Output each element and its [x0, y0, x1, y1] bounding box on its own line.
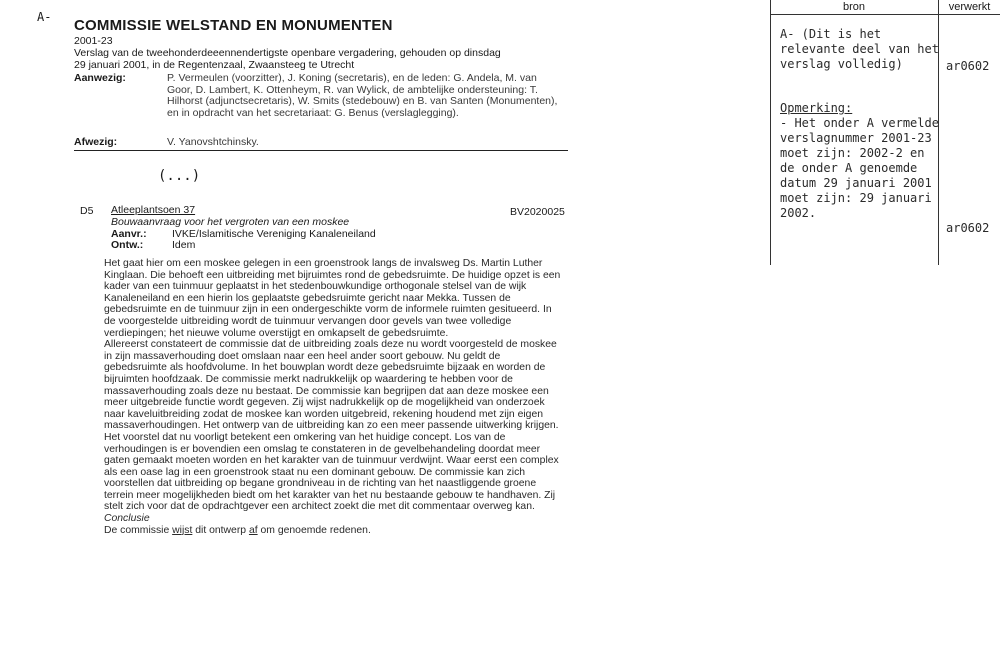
item-body — [104, 258, 566, 536]
conclusion-af: af — [248, 524, 258, 536]
remark-text: - Het onder A vermelde verslagnummer 2001-23 moet zijn: 2002-2 en de onder A genoemde datum 29 januari 2001 moet zijn: 29 januari 2002. — [780, 116, 939, 220]
omission-marker: (...) — [158, 168, 201, 184]
column-header-processed: verwerkt — [948, 1, 991, 13]
item-code: D5 — [80, 205, 94, 217]
item-address: Atleeplantsoen 37 — [111, 204, 196, 216]
present-label: Aanwezig: — [74, 72, 126, 84]
document-title: COMMISSIE WELSTAND EN MONUMENTEN — [74, 17, 393, 34]
item-reference: BV2020025 — [510, 206, 565, 218]
report-description-line2: 29 januari 2001, in de Regentenzaal, Zwaansteeg te Utrecht — [74, 59, 355, 71]
absent-label: Afwezig: — [74, 136, 118, 148]
report-description-line1: Verslag van de tweehonderdeeennendertigste openbare vergadering, gehouden op dinsdag — [74, 47, 501, 59]
applicant-label: Aanvr.: — [111, 228, 147, 240]
conclusion-post: om genoemde redenen. — [257, 524, 371, 536]
conclusion-mid: dit ontwerp — [192, 524, 249, 536]
present-list: P. Vermeulen (voorzitter), J. Koning (secretaris), en de leden: G. Andela, M. van Goor, D. Lambert, K. Ottenheym, R. van Wylick, de ambtelijke ondersteuning: T. Hilhorst (adjunctsecretaris), W. Smits (stedebouw) en B. van Santen (Monumenten), en in opdracht van het secretariaat: G. Benus (verslaglegging). — [167, 72, 558, 119]
note-text: A- (Dit is het relevante deel van het verslag volledig) — [780, 27, 939, 71]
annotation-note — [780, 27, 940, 72]
note-processed-code: ar0602 — [946, 59, 990, 73]
table-header-rule — [770, 14, 1000, 15]
header-divider — [74, 150, 568, 151]
conclusion-pre: De commissie — [104, 524, 173, 536]
conclusion-heading: Conclusie — [104, 513, 150, 525]
annotation-remark — [780, 101, 940, 221]
designer-label: Ontw.: — [111, 239, 144, 251]
column-header-source: bron — [842, 1, 866, 13]
remark-heading: Opmerking: — [780, 101, 853, 115]
report-number: 2001-23 — [74, 35, 113, 47]
applicant-value: IVKE/Islamitische Vereniging Kanaleneiland — [172, 228, 376, 240]
paragraph-assessment: Allereerst constateert de commissie dat de uitbreiding zoals deze nu wordt voorgesteld de moskee in zijn massaverhouding doet omslaan naar een heel ander soort gebouw. Nu geldt de gebedsruimte als hoofdvolume. In het bouwplan wordt deze gebedsruimte bijzaak en worden de bijruimten hoofdzaak. De commissie merkt nadrukkelijk op waardering te hebben voor de massaverhouding zoals deze nu bestaat. De commissie kan begrijpen dat aan deze moskee een meer uitgebreide functie wordt gegeven. Zij wijst nadrukkelijk op de mogelijkheid van onderzoek naar kaveluitbreiding zodat de moskee kan worden uitgebreid, rekening houdend met zijn eigen massaverhoudingen. Het ontwerp van de uitbreiding kan zo een meer passende uitwerking krijgen. Het voorstel dat nu voorligt betekent een omkering van het huidige concept. Los van de verhoudingen is er bovendien een omslag te constateren in de gevelbehandeling doordat meer gaten gemaakt moeten worden en het karakter van de tuinmuur verdwijnt. Waar eerst een complex als een oase lag in een groenstrook staat nu een dominant gebouw. De commissie kan zich voorstellen dat uitbreiding op begane grondniveau in de richting van het naastliggende groene terrein meer mogelijkheden biedt om het karakter van het nu bestaande gebouw te handhaven. Zij stelt zich voor dat de opdrachtgever een architect zoekt die met dit commentaar overweg kan. — [104, 339, 559, 513]
item-subject: Bouwaanvraag voor het vergroten van een moskee — [111, 216, 350, 228]
margin-marker: A- — [37, 10, 52, 24]
designer-value: Idem — [172, 239, 196, 251]
table-left-border — [770, 0, 771, 265]
conclusion-wijst: wijst — [172, 524, 193, 536]
conclusion-text — [104, 525, 566, 537]
paragraph-description: Het gaat hier om een moskee gelegen in een groenstrook langs de invalsweg Ds. Martin Luther Kinglaan. Die behoeft een uitbreiding met bijruimtes rond de gebedsruimte. De huidige opzet is een kader van een tuinmuur geplaatst in het stedenbouwkundige orthogonale stelsel van de wijk Kanaleneiland en een hierin los geplaatste gebedsruimte gericht naar Mekka. Tussen de gebedsruimte en de tuinmuur zijn in een ondergeschikte vorm de informele ruimten gesitueerd. In de voorgestelde uitbreiding wordt de tuinmuur vervangen door gevels van twee volledige verdiepingen; het nieuwe volume overstijgt en omkapselt de gebedsruimte. — [104, 258, 561, 339]
absent-list: V. Yanovshtchinsky. — [167, 136, 259, 148]
remark-processed-code: ar0602 — [946, 221, 990, 235]
